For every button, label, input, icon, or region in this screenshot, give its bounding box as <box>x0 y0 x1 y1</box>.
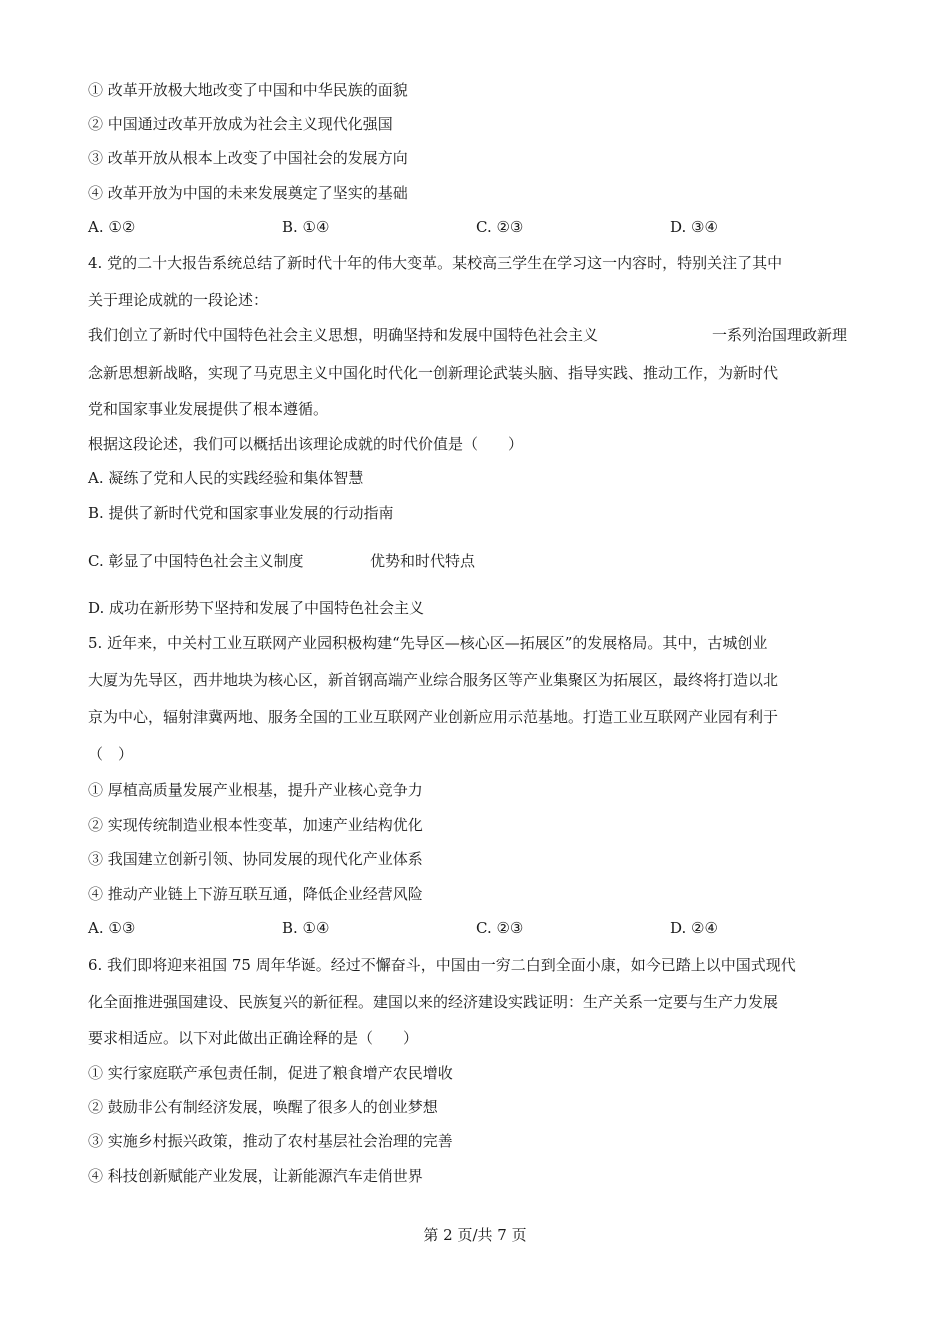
q6-stem-line-1: 6. 我们即将迎来祖国 75 周年华诞。经过不懈奋斗，中国由一穷二白到全面小康，如今已踏上以中国式现代 <box>88 956 796 974</box>
q3-item-3: ③ 改革开放从根本上改变了中国社会的发展方向 <box>88 149 408 167</box>
q5-item-3: ③ 我国建立创新引领、协同发展的现代化产业体系 <box>88 850 423 868</box>
q6-item-4: ④ 科技创新赋能产业发展，让新能源汽车走俏世界 <box>88 1167 423 1185</box>
q4-option-c-tail: 优势和时代特点 <box>370 552 476 570</box>
q4-option-d: D. 成功在新形势下坚持和发展了中国特色社会主义 <box>88 599 425 617</box>
q5-option-d: D. ②④ <box>670 919 718 937</box>
q5-option-c: C. ②③ <box>476 919 524 937</box>
q5-option-b: B. ①④ <box>282 919 330 937</box>
q3-item-4: ④ 改革开放为中国的未来发展奠定了坚实的基础 <box>88 184 408 202</box>
q4-quote-line-1-tail: 一系列治国理政新理 <box>712 326 848 344</box>
q4-quote-line-2: 念新思想新战略，实现了马克思主义中国化时代化一创新理论武装头脑、指导实践、推动工作，为新时代 <box>88 364 779 382</box>
q4-question: 根据这段论述，我们可以概括出该理论成就的时代价值是（ ） <box>88 435 524 453</box>
q5-stem-line-2: 大厦为先导区，西井地块为核心区，新首钢高端产业综合服务区等产业集聚区为拓展区，最终将打造以北 <box>88 671 779 689</box>
q5-stem-line-1: 5. 近年来，中关村工业互联网产业园积极构建“先导区—核心区—拓展区”的发展格局。其中，古城创业 <box>88 634 768 652</box>
q3-option-d: D. ③④ <box>670 218 718 236</box>
q6-stem-line-3: 要求相适应。以下对此做出正确诠释的是（ ） <box>88 1029 419 1047</box>
q3-item-2: ② 中国通过改革开放成为社会主义现代化强国 <box>88 115 393 133</box>
q5-item-2: ② 实现传统制造业根本性变革，加速产业结构优化 <box>88 816 423 834</box>
q6-stem-line-2: 化全面推进强国建设、民族复兴的新征程。建国以来的经济建设实践证明：生产关系一定要与生产力发展 <box>88 993 779 1011</box>
q3-option-b: B. ①④ <box>282 218 330 236</box>
q4-quote-line-3: 党和国家事业发展提供了根本遵循。 <box>88 400 329 418</box>
q4-option-a: A. 凝练了党和人民的实践经验和集体智慧 <box>88 469 364 487</box>
q5-stem-line-4: （ ） <box>88 745 134 763</box>
q4-option-c: C. 彰显了中国特色社会主义制度 <box>88 552 304 570</box>
q4-quote-line-1: 我们创立了新时代中国特色社会主义思想，明确坚持和发展中国特色社会主义 <box>88 326 599 344</box>
page-footer: 第 2 页/共 7 页 <box>423 1226 527 1244</box>
q4-stem-line-1: 4. 党的二十大报告系统总结了新时代十年的伟大变革。某校高三学生在学习这一内容时，特别关注了其中 <box>88 254 783 272</box>
q5-item-4: ④ 推动产业链上下游互联互通，降低企业经营风险 <box>88 885 423 903</box>
q3-option-a: A. ①② <box>88 218 136 236</box>
q4-option-b: B. 提供了新时代党和国家事业发展的行动指南 <box>88 504 394 522</box>
q6-item-2: ② 鼓励非公有制经济发展，唤醒了很多人的创业梦想 <box>88 1098 438 1116</box>
q5-item-1: ① 厚植高质量发展产业根基，提升产业核心竞争力 <box>88 781 423 799</box>
q4-stem-line-2: 关于理论成就的一段论述： <box>88 291 269 309</box>
q6-item-1: ① 实行家庭联产承包责任制，促进了粮食增产农民增收 <box>88 1064 453 1082</box>
q5-stem-line-3: 京为中心，辐射津冀两地、服务全国的工业互联网产业创新应用示范基地。打造工业互联网产业园有利于 <box>88 708 779 726</box>
q3-item-1: ① 改革开放极大地改变了中国和中华民族的面貌 <box>88 81 408 99</box>
q3-option-c: C. ②③ <box>476 218 524 236</box>
q5-option-a: A. ①③ <box>88 919 136 937</box>
q6-item-3: ③ 实施乡村振兴政策，推动了农村基层社会治理的完善 <box>88 1132 453 1150</box>
